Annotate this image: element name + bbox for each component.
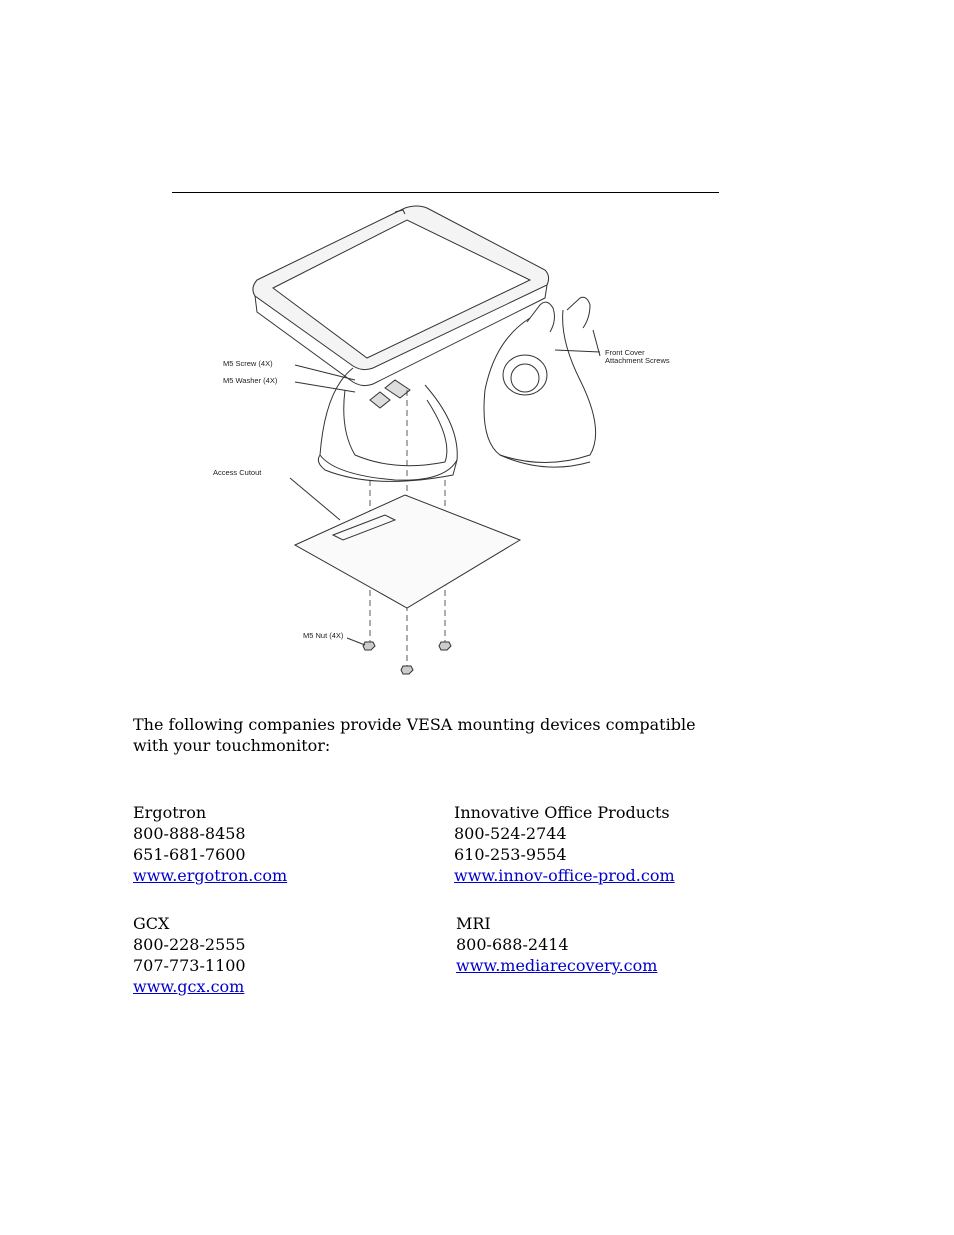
mounting-diagram bbox=[195, 200, 695, 690]
header-rule bbox=[172, 192, 719, 193]
company-link[interactable]: www.ergotron.com bbox=[133, 866, 288, 885]
label-m5-washer: M5 Washer (4X) bbox=[223, 376, 278, 385]
company-phone: 800-688-2414 bbox=[456, 935, 569, 954]
company-gcx bbox=[133, 913, 246, 997]
company-phone: 610-253-9554 bbox=[454, 845, 567, 864]
company-name: Ergotron bbox=[133, 803, 207, 822]
company-name: Innovative Office Products bbox=[454, 803, 670, 822]
company-phone: 800-524-2744 bbox=[454, 824, 567, 843]
company-link[interactable]: www.mediarecovery.com bbox=[456, 956, 658, 975]
company-name: MRI bbox=[456, 914, 491, 933]
company-phone: 800-228-2555 bbox=[133, 935, 246, 954]
company-phone: 707-773-1100 bbox=[133, 956, 246, 975]
company-ergotron bbox=[133, 802, 287, 886]
label-m5-screw: M5 Screw (4X) bbox=[223, 359, 273, 368]
company-mri bbox=[456, 913, 657, 976]
label-access-cutout: Access Cutout bbox=[213, 468, 262, 477]
label-front-cover-2: Attachment Screws bbox=[605, 356, 670, 365]
company-link[interactable]: www.gcx.com bbox=[133, 977, 245, 996]
company-link[interactable]: www.innov-office-prod.com bbox=[454, 866, 675, 885]
company-innovative-office bbox=[454, 802, 675, 886]
label-front-cover-1: Front Cover bbox=[605, 348, 645, 357]
intro-paragraph: The following companies provide VESA mounting devices compatible with your touchmonitor: bbox=[133, 715, 696, 755]
company-phone: 651-681-7600 bbox=[133, 845, 246, 864]
company-name: GCX bbox=[133, 914, 170, 933]
label-m5-nut: M5 Nut (4X) bbox=[303, 631, 344, 640]
company-phone: 800-888-8458 bbox=[133, 824, 246, 843]
